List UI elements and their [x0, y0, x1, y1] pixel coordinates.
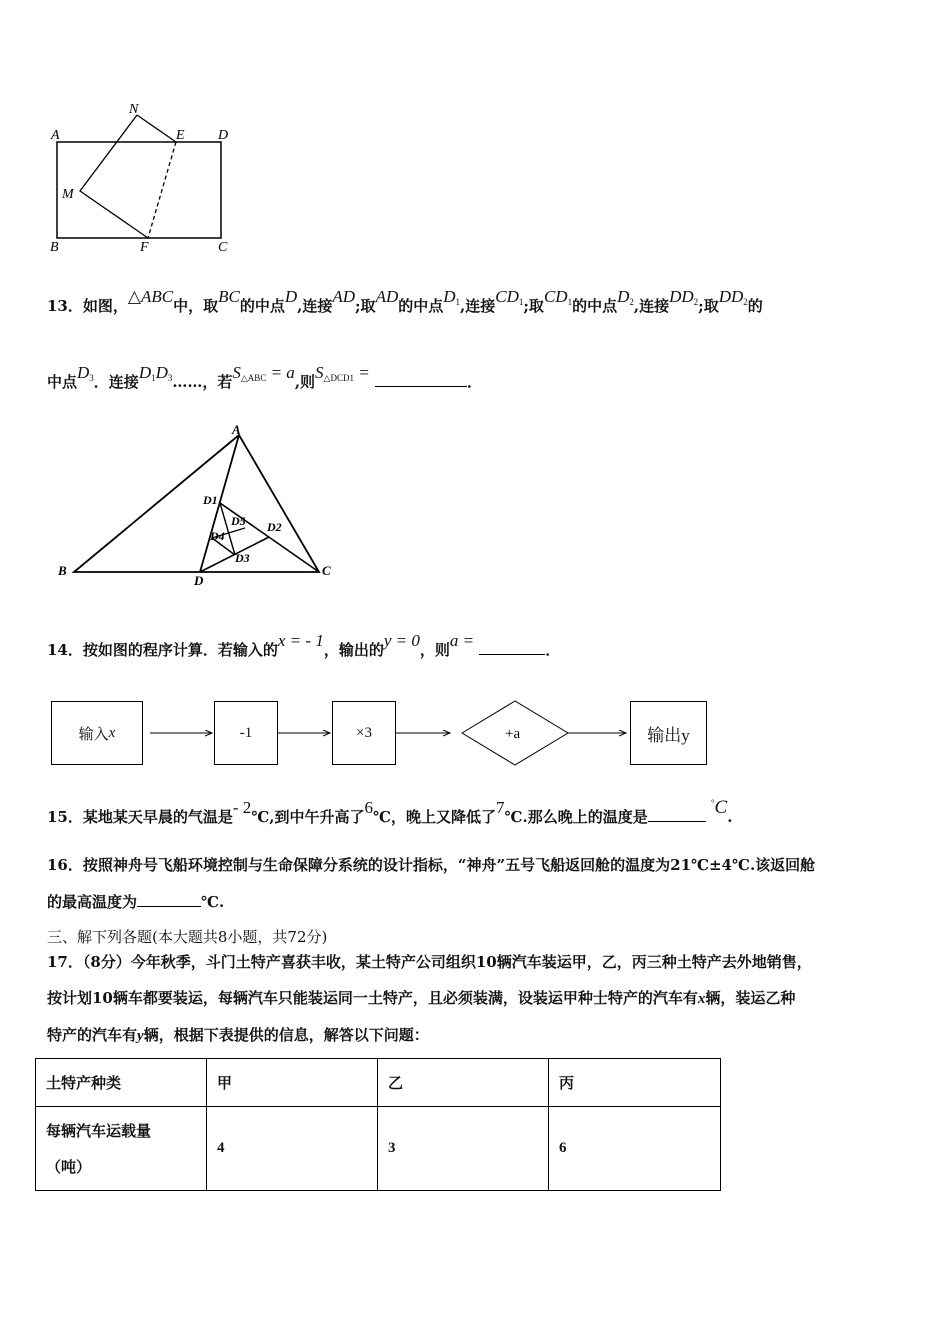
- flow-input-label: 输入: [78, 726, 109, 743]
- question-15: [47, 797, 733, 829]
- question-16-line2: [47, 892, 224, 912]
- flow-connectors: [140, 696, 640, 770]
- value-morning-temp: - 2: [232, 798, 252, 817]
- q13-text: 的中点: [572, 297, 618, 315]
- row-label-line1: 每辆汽车运载量: [46, 1121, 152, 1140]
- q13-text: ;取: [698, 297, 719, 315]
- q14-text: 14．按如图的程序计算．若输入的: [47, 641, 278, 659]
- math-cd1: CD1: [495, 287, 524, 307]
- q14-text: ，输出的: [323, 641, 384, 659]
- answer-blank-15[interactable]: [648, 807, 706, 822]
- question-13-line2: [47, 363, 482, 394]
- q13-number: 13．如图，: [47, 297, 128, 315]
- label-d4: D4: [210, 529, 225, 543]
- q15-text: ℃,到中午升高了: [251, 808, 365, 826]
- math-d: D: [284, 287, 298, 306]
- table-header-cell: 丙: [549, 1059, 721, 1107]
- flow-plus-a-label: +a: [505, 726, 521, 742]
- q13-text: ;取: [355, 297, 376, 315]
- q14-text: ．: [545, 641, 561, 659]
- answer-blank-13[interactable]: [375, 372, 467, 387]
- q13-text: ．: [466, 373, 482, 391]
- q15-text: 15．某地某天早晨的气温是: [47, 808, 233, 826]
- label-d2: D2: [267, 520, 282, 534]
- math-area-dcd1: S△DCD1 =: [315, 363, 370, 383]
- q13-text: 的: [747, 297, 763, 315]
- flow-minus1-label: -1: [239, 724, 253, 741]
- q17-text: 辆，装运乙种: [705, 989, 796, 1007]
- fold-lines: [80, 115, 148, 238]
- math-bc: BC: [218, 287, 240, 306]
- label-b: B: [50, 240, 59, 255]
- math-dd2: DD2: [718, 287, 748, 307]
- question-14: [47, 631, 561, 660]
- question-17-line2: [47, 988, 795, 1009]
- label-a: A: [232, 422, 241, 437]
- table-header-row: [36, 1059, 721, 1107]
- math-x-eq: x = - 1: [277, 631, 324, 650]
- rectangle-abcd: [57, 142, 221, 238]
- table-cell: 3: [378, 1107, 549, 1191]
- label-c: C: [218, 240, 228, 255]
- q16-text: ℃.: [201, 893, 225, 911]
- q13-text: 的中点: [239, 297, 285, 315]
- label-d3: D3: [235, 551, 250, 565]
- flow-output-label: 输出y: [647, 725, 690, 745]
- label-d: D: [194, 573, 204, 588]
- value-drop: 7: [496, 798, 505, 817]
- table-header-cell: 甲: [207, 1059, 378, 1107]
- table-header-cell: 土特产种类: [36, 1059, 207, 1107]
- math-ad: AD: [375, 287, 399, 306]
- flow-input-box: [51, 701, 143, 765]
- label-d: D: [218, 128, 229, 143]
- math-cd1: CD1: [543, 287, 573, 307]
- q13-text: ,则: [294, 373, 316, 391]
- answer-blank-14[interactable]: [479, 640, 545, 655]
- q15-text: ℃，晚上又降低了: [373, 808, 496, 826]
- unit-celsius: C: [714, 797, 728, 818]
- table-row: [36, 1107, 721, 1191]
- row-label-line2: （吨）: [46, 1157, 92, 1176]
- q13-text: 中点: [47, 373, 78, 391]
- flow-output-box: [630, 701, 707, 765]
- q13-text: 的中点: [398, 297, 444, 315]
- math-area-abc: S△ABC = a: [232, 363, 295, 383]
- math-d1d3: D1D3: [138, 363, 173, 383]
- label-a: A: [51, 128, 60, 143]
- math-dd2: DD2: [669, 287, 699, 307]
- triangle-figure: [55, 420, 345, 590]
- section-title: 三、解下列各题(本大题共8小题，共72分): [47, 928, 328, 946]
- math-x: x: [697, 991, 706, 1007]
- q13-text: ．连接: [93, 373, 139, 391]
- q15-text: ℃.那么晚上的温度是: [504, 808, 648, 826]
- q16-text: 16．按照神舟号飞船环境控制与生命保障分系统的设计指标，“神舟”五号飞船返回舱的温度为21℃±4℃.该返回舱: [47, 856, 816, 874]
- label-d1: D1: [203, 493, 218, 507]
- table-cell: 4: [207, 1107, 378, 1191]
- value-rise: 6: [364, 798, 374, 817]
- label-c: C: [322, 563, 331, 578]
- answer-blank-16[interactable]: [137, 892, 201, 907]
- flow-times3-label: ×3: [356, 724, 372, 741]
- label-d5: D5: [231, 514, 246, 528]
- q17-text: 按计划10辆车都要装运，每辆汽车只能装运同一土特产，且必须装满，设装运甲种士特产的汽车有: [47, 989, 698, 1007]
- label-m: M: [62, 187, 74, 202]
- math-d3: D3: [77, 363, 94, 383]
- triangle-abc: [74, 435, 319, 572]
- table-header-cell: 乙: [378, 1059, 549, 1107]
- q13-text: ;取: [523, 297, 544, 315]
- question-17-line3: [47, 1025, 429, 1046]
- label-b: B: [58, 563, 67, 578]
- math-d2: D2: [617, 287, 634, 307]
- q17-text: 特产的汽车有: [47, 1026, 138, 1044]
- q14-text: ，则: [419, 641, 450, 659]
- section-3-title: [47, 927, 327, 947]
- math-a-eq: a =: [449, 631, 475, 650]
- question-13-line1: [47, 287, 763, 318]
- question-17-line1: [47, 952, 812, 972]
- table-cell: 6: [549, 1107, 721, 1191]
- label-e: E: [176, 128, 185, 143]
- q17-text: 辆，根据下表提供的信息，解答以下问题：: [143, 1026, 429, 1044]
- q13-text: ,连接: [460, 297, 496, 315]
- segment-ne: [137, 115, 176, 142]
- math-ad: AD: [332, 287, 356, 306]
- math-triangle-abc: △ABC: [127, 287, 174, 306]
- q15-text: .: [727, 808, 733, 826]
- flow-input-var: x: [108, 724, 116, 741]
- rectangle-figure: [40, 95, 250, 260]
- question-16-line1: [47, 855, 815, 875]
- unit-degree: °: [710, 798, 715, 808]
- specialty-table: [35, 1058, 721, 1191]
- label-n: N: [129, 102, 139, 117]
- math-y-eq: y = 0: [383, 631, 420, 650]
- q17-text: 17．（8分）今年秋季，斗门土特产喜获丰收，某土特产公司组织10辆汽车装运甲，乙，丙三种土特产去外地销售，: [47, 953, 812, 971]
- math-y: y: [137, 1028, 144, 1044]
- q16-text: 的最高温度为: [47, 893, 138, 911]
- math-d1: D1: [443, 287, 461, 307]
- dashed-ef: [148, 142, 176, 238]
- q13-text: ……，若: [172, 373, 233, 391]
- q13-text: 中，取: [173, 297, 219, 315]
- q13-text: ,连接: [297, 297, 333, 315]
- table-row-label: [36, 1107, 207, 1191]
- q13-text: ,连接: [633, 297, 670, 315]
- label-f: F: [140, 240, 149, 255]
